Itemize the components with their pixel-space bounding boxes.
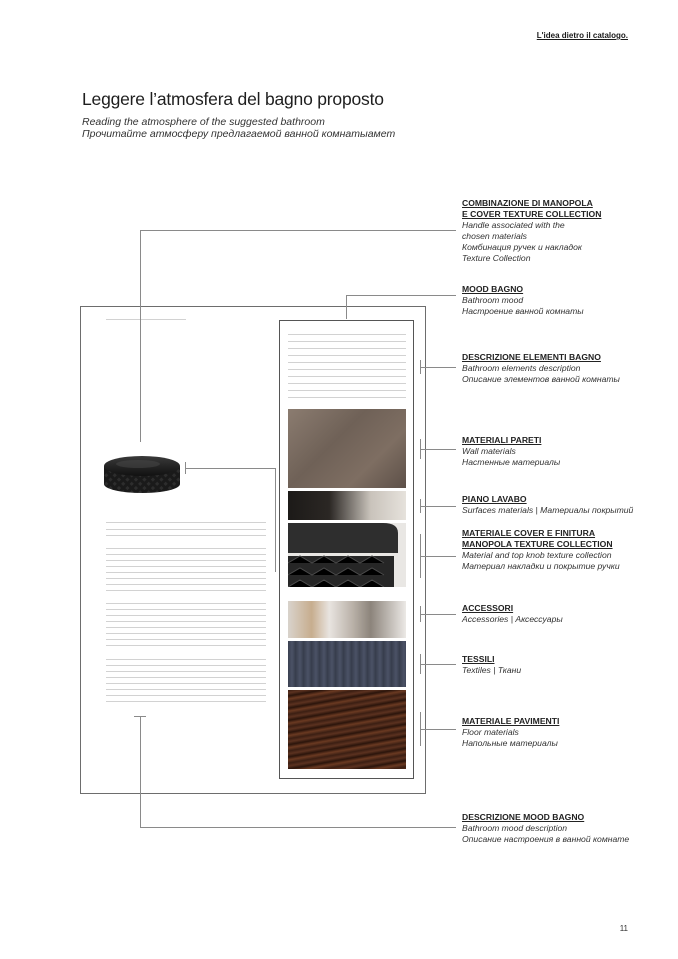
label-textiles: TESSILI Textiles | Ткани xyxy=(462,654,522,675)
wall-material-image xyxy=(288,409,406,488)
label-knob-cover-combination: COMBINAZIONE DI MANOPOLA E COVER TEXTURE COLLECTION Handle associated with the chosen materials Комбинация ручек и накладок Texture Collection xyxy=(462,198,602,263)
placeholder-text-line xyxy=(288,334,406,335)
mock-title-line xyxy=(106,319,186,320)
placeholder-text-line xyxy=(106,603,266,604)
placeholder-text-line xyxy=(106,695,266,696)
placeholder-text-line xyxy=(106,578,266,579)
placeholder-text-line xyxy=(106,665,266,666)
placeholder-text-line xyxy=(106,671,266,672)
placeholder-text-line xyxy=(106,554,266,555)
placeholder-text-line xyxy=(288,348,406,349)
placeholder-text-line xyxy=(288,390,406,391)
label-washbasin-top: PIANO LAVABO Surfaces materials | Материалы покрытий xyxy=(462,494,634,515)
placeholder-text-line xyxy=(106,584,266,585)
placeholder-text-line xyxy=(106,609,266,610)
placeholder-text-line xyxy=(106,633,266,634)
placeholder-text-line xyxy=(106,689,266,690)
placeholder-text-line xyxy=(106,548,266,549)
placeholder-text-line xyxy=(106,677,266,678)
placeholder-text-line xyxy=(106,560,266,561)
knob-image xyxy=(102,452,182,494)
placeholder-text-line xyxy=(106,590,266,591)
header-tag: L'idea dietro il catalogo. xyxy=(536,31,628,40)
label-accessories: ACCESSORI Accessories | Аксессуары xyxy=(462,603,563,624)
placeholder-text-line xyxy=(106,522,266,523)
washbasin-surface-image xyxy=(288,491,406,520)
placeholder-text-line xyxy=(106,535,266,536)
label-bathroom-elements-description: DESCRIZIONE ELEMENTI BAGNO Bathroom elements description Описание элементов ванной комнаты xyxy=(462,352,620,384)
page-title: Leggere l’atmosfera del bagno proposto xyxy=(82,89,384,109)
accessories-image xyxy=(288,601,406,638)
placeholder-text-line xyxy=(106,701,266,702)
floor-material-image xyxy=(288,690,406,769)
subtitle-russian: Прочитайте атмосферу предлагаемой ванной комнатыамет xyxy=(82,128,396,140)
placeholder-text-line xyxy=(106,683,266,684)
subtitle-english: Reading the atmosphere of the suggested bathroom xyxy=(82,116,325,128)
page-number: 11 xyxy=(619,924,628,933)
placeholder-text-line xyxy=(288,341,406,342)
label-mood-bagno: MOOD BAGNO Bathroom mood Настроение ванной комнаты xyxy=(462,284,584,316)
placeholder-text-line xyxy=(106,566,266,567)
label-floor-materials: MATERIALE PAVIMENTI Floor materials Напольные материалы xyxy=(462,716,560,748)
placeholder-text-line xyxy=(288,397,406,398)
placeholder-text-line xyxy=(106,627,266,628)
placeholder-text-line xyxy=(288,383,406,384)
label-wall-materials: MATERIALI PARETI Wall materials Настенные материалы xyxy=(462,435,561,467)
placeholder-text-line xyxy=(288,369,406,370)
placeholder-text-line xyxy=(106,572,266,573)
label-mood-description: DESCRIZIONE MOOD BAGNO Bathroom mood description Описание настроения в ванной комнате xyxy=(462,812,630,844)
placeholder-text-line xyxy=(288,355,406,356)
placeholder-text-line xyxy=(288,362,406,363)
placeholder-text-line xyxy=(106,529,266,530)
cover-texture-image xyxy=(288,523,406,587)
label-cover-knob-material: MATERIALE COVER E FINITURA MANOPOLA TEXTURE COLLECTION Material and top knob texture collection Материал накладки и покрытие ручки xyxy=(462,528,620,571)
placeholder-text-line xyxy=(106,615,266,616)
placeholder-text-line xyxy=(106,659,266,660)
placeholder-text-line xyxy=(106,645,266,646)
placeholder-text-line xyxy=(106,639,266,640)
placeholder-text-line xyxy=(288,376,406,377)
placeholder-text-line xyxy=(106,621,266,622)
textiles-image xyxy=(288,641,406,687)
